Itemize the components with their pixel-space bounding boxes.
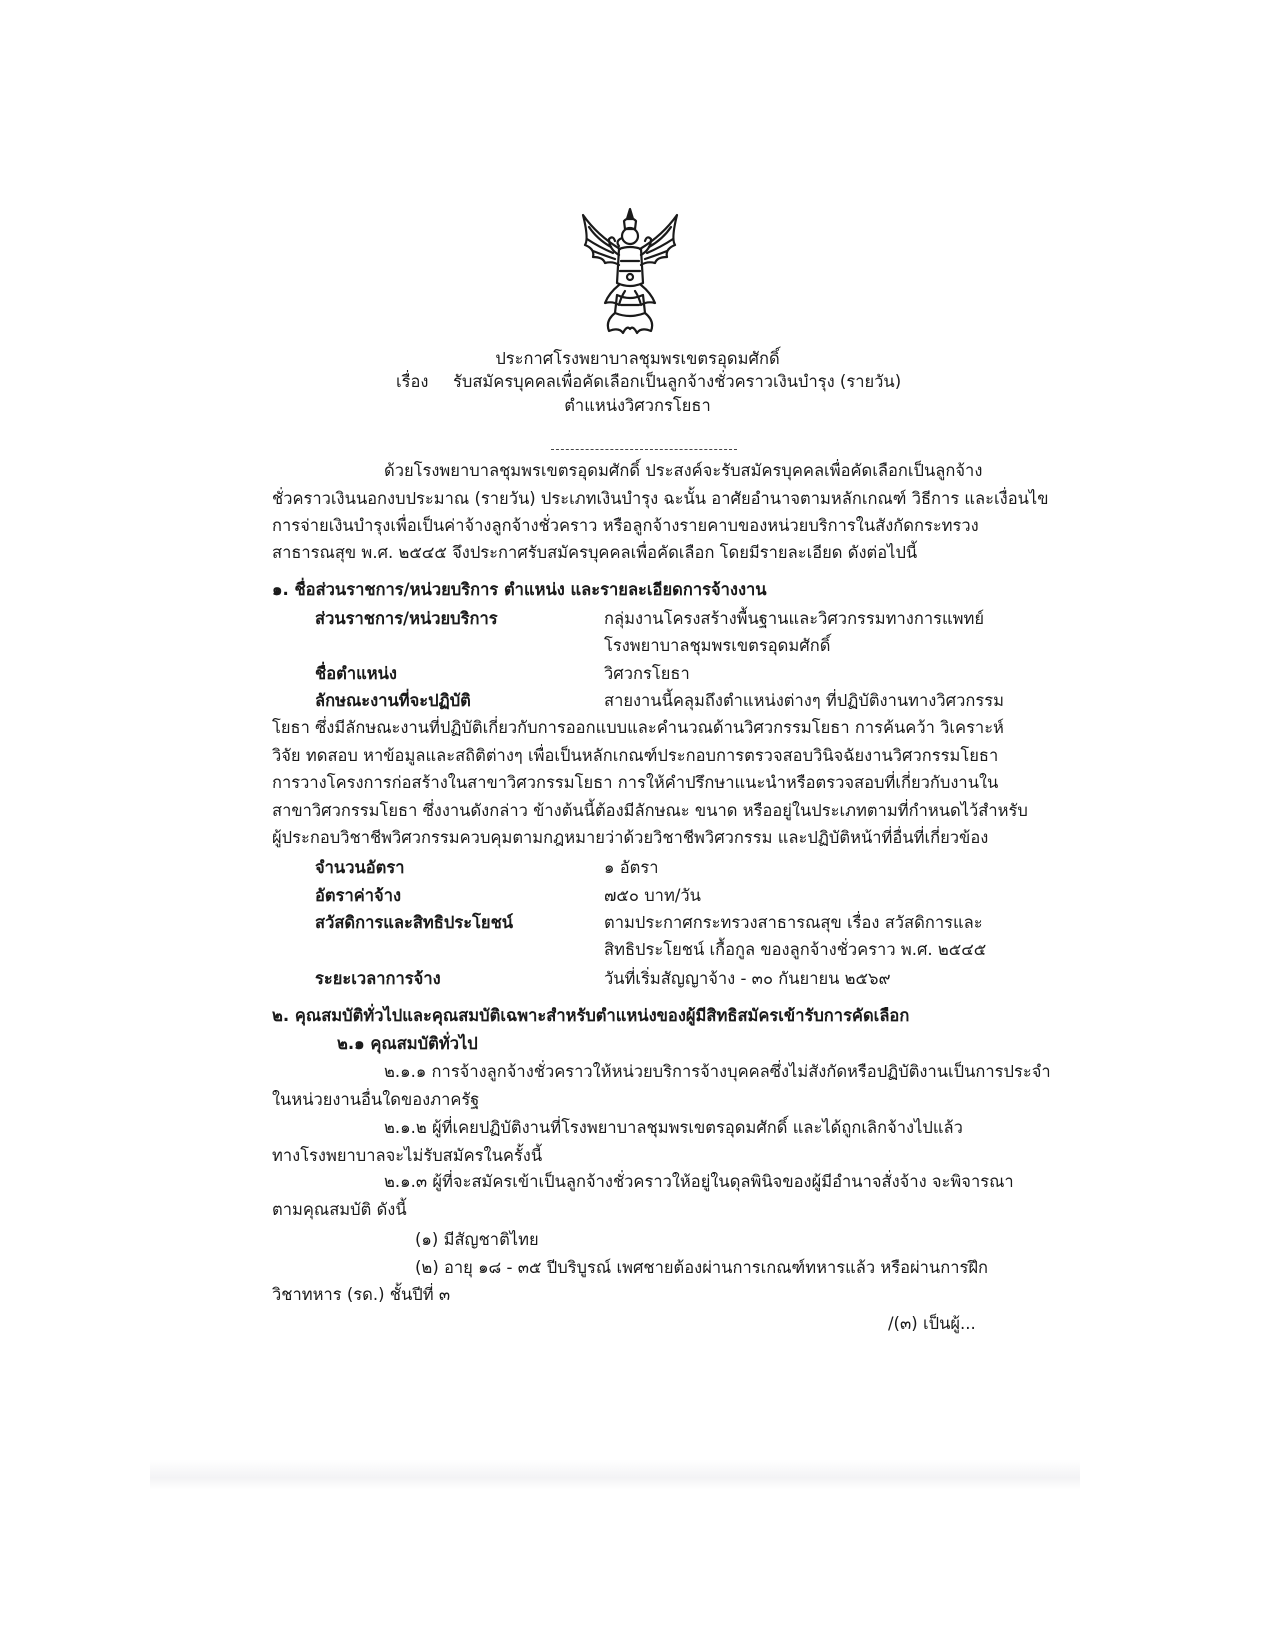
condition-item: วิชาทหาร (รด.) ชั้นปีที่ ๓	[272, 1285, 451, 1304]
count-value: ๑ อัตรา	[604, 858, 659, 877]
duties-text: การวางโครงการก่อสร้างในสาขาวิศวกรรมโยธา การให้คำปรึกษาแนะนำหรือตรวจสอบที่เกี่ยวกับงานใน	[272, 773, 999, 792]
scan-shadow	[150, 1460, 1080, 1490]
qualification-item: ๒.๑.๒ ผู้ที่เคยปฏิบัติงานที่โรงพยาบาลชุมพรเขตรอุดมศักดิ์ และได้ถูกเลิกจ้างไปแล้ว	[384, 1118, 963, 1137]
duties-text: ผู้ประกอบวิชาชีพวิศวกรรมควบคุมตามกฎหมายว่าด้วยวิชาชีพวิศวกรรม และปฏิบัติหน้าที่อื่นที่เกี่ยวข้อง	[272, 828, 989, 847]
duties-text: โยธา ซึ่งมีลักษณะงานที่ปฏิบัติเกี่ยวกับการออกแบบและคำนวณด้านวิศวกรรมโยธา การค้นคว้า วิเคราะห์	[272, 718, 1004, 737]
duties-text: สาขาวิศวกรรมโยธา ซึ่งงานดังกล่าว ข้างต้นนี้ต้องมีลักษณะ ขนาด หรืออยู่ในประเภทตามที่กำหนดไว้สำหรับ	[272, 801, 1028, 820]
wage-value: ๗๕๐ บาท/วัน	[604, 886, 701, 905]
intro-line: สาธารณสุข พ.ศ. ๒๕๔๕ จึงประกาศรับสมัครบุคคลเพื่อคัดเลือก โดยมีรายละเอียด ดังต่อไปนี้	[272, 543, 918, 562]
garuda-emblem-icon	[575, 205, 685, 345]
condition-item: (๒) อายุ ๑๘ - ๓๕ ปีบริบูรณ์ เพศชายต้องผ่านการเกณฑ์ทหารแล้ว หรือผ่านการฝึก	[415, 1258, 988, 1277]
duties-text: สายงานนี้คลุมถึงตำแหน่งต่างๆ ที่ปฏิบัติงานทางวิศวกรรม	[604, 691, 1004, 710]
condition-item: (๑) มีสัญชาติไทย	[415, 1230, 539, 1249]
subject-text: รับสมัครบุคคลเพื่อคัดเลือกเป็นลูกจ้างชั่วคราวเงินบำรุง (รายวัน)	[453, 372, 902, 391]
agency-value: โรงพยาบาลชุมพรเขตรอุดมศักดิ์	[604, 636, 831, 655]
qualification-item: ๒.๑.๓ ผู้ที่จะสมัครเข้าเป็นลูกจ้างชั่วคราวให้อยู่ในดุลพินิจของผู้มีอำนาจสั่งจ้าง จะพิจารณา	[384, 1172, 1014, 1191]
title-divider	[551, 449, 737, 450]
intro-line: ด้วยโรงพยาบาลชุมพรเขตรอุดมศักดิ์ ประสงค์จะรับสมัครบุคคลเพื่อคัดเลือกเป็นลูกจ้าง	[384, 461, 983, 480]
position-title: ตำแหน่งวิศวกรโยธา	[564, 396, 711, 415]
intro-line: การจ่ายเงินบำรุงเพื่อเป็นค่าจ้างลูกจ้างชั่วคราว หรือลูกจ้างรายคาบของหน่วยบริการในสังกัดกระทรวง	[272, 516, 979, 535]
announcement-title: ประกาศโรงพยาบาลชุมพรเขตรอุดมศักดิ์	[495, 349, 780, 368]
intro-line: ชั่วคราวเงินนอกงบประมาณ (รายวัน) ประเภทเงินบำรุง ฉะนั้น อาศัยอำนาจตามหลักเกณฑ์ วิธีการ และเงื่อนไข	[272, 489, 1049, 508]
subject-label: เรื่อง	[396, 372, 429, 391]
welfare-value: สิทธิประโยชน์ เกื้อกูล ของลูกจ้างชั่วคราว พ.ศ. ๒๕๔๕	[604, 940, 987, 959]
period-value: วันที่เริ่มสัญญาจ้าง - ๓๐ กันยายน ๒๕๖๙	[604, 969, 891, 988]
qualification-item: ๒.๑.๑ การจ้างลูกจ้างชั่วคราวให้หน่วยบริการจ้างบุคคลซึ่งไม่สังกัดหรือปฏิบัติงานเป็นการประจำ	[384, 1062, 1051, 1081]
duties-text: วิจัย ทดสอบ หาข้อมูลและสถิติต่างๆ เพื่อเป็นหลักเกณฑ์ประกอบการตรวจสอบวินิจฉัยงานวิศวกรรมโยธา	[272, 746, 999, 765]
qualification-item: ตามคุณสมบัติ ดังนี้	[272, 1200, 407, 1219]
position-value: วิศวกรโยธา	[604, 664, 690, 683]
section-2-1-heading: ๒.๑ คุณสมบัติทั่วไป	[337, 1034, 478, 1053]
section-2-heading: ๒. คุณสมบัติทั่วไปและคุณสมบัติเฉพาะสำหรับตำแหน่งของผู้มีสิทธิสมัครเข้ารับการคัดเลือก	[272, 1006, 910, 1025]
welfare-value: ตามประกาศกระทรวงสาธารณสุข เรื่อง สวัสดิการและ	[604, 913, 983, 932]
qualification-item: ทางโรงพยาบาลจะไม่รับสมัครในครั้งนี้	[272, 1146, 543, 1165]
position-label: ชื่อตำแหน่ง	[315, 664, 397, 683]
qualification-item: ในหน่วยงานอื่นใดของภาครัฐ	[272, 1090, 480, 1109]
agency-value: กลุ่มงานโครงสร้างพื้นฐานและวิศวกรรมทางการแพทย์	[604, 609, 985, 628]
period-label: ระยะเวลาการจ้าง	[315, 969, 441, 988]
agency-label: ส่วนราชการ/หน่วยบริการ	[315, 609, 498, 628]
duties-label: ลักษณะงานที่จะปฏิบัติ	[315, 691, 471, 710]
welfare-label: สวัสดิการและสิทธิประโยชน์	[315, 913, 514, 932]
count-label: จำนวนอัตรา	[315, 858, 405, 877]
section-1-heading: ๑. ชื่อส่วนราชการ/หน่วยบริการ ตำแหน่ง และรายละเอียดการจ้างงาน	[272, 580, 767, 599]
page-continuation: /(๓) เป็นผู้...	[888, 1314, 976, 1333]
wage-label: อัตราค่าจ้าง	[315, 886, 402, 905]
